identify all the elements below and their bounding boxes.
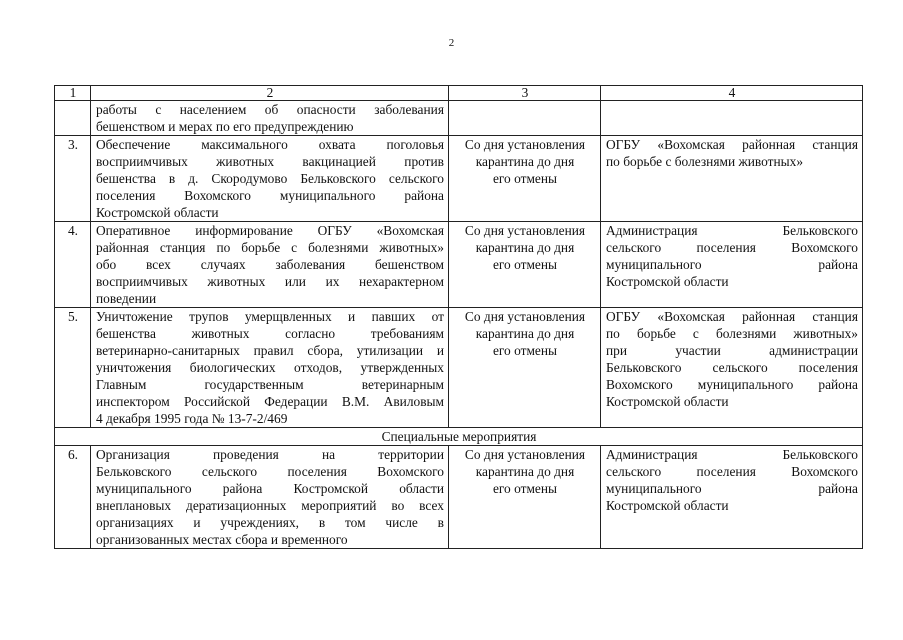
row-number: 5. [55,308,91,428]
table-row [55,101,863,136]
table-row [55,136,863,222]
measure-text-line: районная станция по борьбе с болезнями животных» [96,240,444,255]
measures-table [54,85,863,549]
table-row [55,308,863,428]
measure-text-line: восприимчивых животных или их нехарактерном [96,274,444,289]
measure-text-line: бешенства в д. Скородумово Бельковского сельского [96,171,444,186]
responsible-text-line: муниципального района [606,257,858,272]
measure-text-line: Бельковского сельского поселения Вохомского [96,464,444,479]
responsible-text-line: Костромской области [606,394,729,409]
measure-text-line: Обеспечение максимального охвата поголовья [96,137,444,152]
responsible-cell [601,101,863,136]
responsible-cell [601,308,863,428]
measure-text-line: работы с населением об опасности заболевания [96,102,444,117]
measure-text-line: Оперативное информирование ОГБУ «Вохомская [96,223,444,238]
term-text-line: его отмены [492,171,558,186]
term-cell [449,308,601,428]
responsible-text-line: Костромской области [606,274,729,289]
measure-text-line: обо всех случаях заболевания бешенством [96,257,444,272]
measure-text-line: ветеринарно-санитарных правил сбора, утилизации и [96,343,444,358]
measure-text-line: организованных местах сбора и временного [96,532,348,547]
term-cell [449,446,601,549]
term-cell [449,136,601,222]
term-cell [449,101,601,136]
measure-text-line: поселения Вохомского муниципального района [96,188,444,203]
term-text-line: карантина до дня [475,154,575,169]
term-text-line: его отмены [492,257,558,272]
term-text-line: Со дня установления [464,447,586,462]
measure-text-line: инспектором Российской Федерации В.М. Авиловым [96,394,444,409]
measure-text-line: уничтожения биологических отходов, утвержденных [96,360,444,375]
measure-cell [91,101,449,136]
term-text-line: Со дня установления [464,309,586,324]
responsible-text-line: ОГБУ «Вохомская районная станция [606,309,858,324]
page-number: 2 [448,37,455,49]
term-text-line: его отмены [492,343,558,358]
row-number: 6. [55,446,91,549]
responsible-text-line: Администрация Бельковского [606,447,858,462]
responsible-text-line: муниципального района [606,481,858,496]
term-text-line: карантина до дня [475,464,575,479]
header-cell-col2: 2 [91,86,449,101]
responsible-cell [601,222,863,308]
responsible-text-line: сельского поселения Вохомского [606,240,858,255]
measure-text-line: бешенством и мерах по его предупреждению [96,119,354,134]
measure-text-line: поведении [96,291,157,306]
term-text-line: карантина до дня [475,326,575,341]
measure-text-line: 4 декабря 1995 года № 13-7-2/469 [96,411,288,426]
responsible-text-line: Бельковского сельского поселения [606,360,858,375]
measure-text-line: Уничтожение трупов умерщвленных и павших от [96,309,444,324]
measure-text-line: Костромской области [96,205,219,220]
term-text-line: карантина до дня [475,240,575,255]
term-text-line: Со дня установления [464,137,586,152]
term-text-line: его отмены [492,481,558,496]
measure-text-line: организациях и учреждениях, в том числе в [96,515,444,530]
measure-text-line: бешенства животных согласно требованиям [96,326,444,341]
measure-text-line: Главным государственным ветеринарным [96,377,444,392]
responsible-text-line: Костромской области [606,498,729,513]
section-row [55,428,863,446]
responsible-text-line: по борьбе с болезнями животных» [606,154,804,169]
measure-cell [91,446,449,549]
header-cell-col4: 4 [601,86,863,101]
row-number: 3. [55,136,91,222]
responsible-text-line: Вохомского муниципального района [606,377,858,392]
measure-text-line: восприимчивых животных вакцинацией против [96,154,444,169]
responsible-text-line: ОГБУ «Вохомская районная станция [606,137,858,152]
table-row [55,222,863,308]
table-row [55,446,863,549]
responsible-text-line: Администрация Бельковского [606,223,858,238]
measure-cell [91,136,449,222]
row-number: 4. [55,222,91,308]
header-cell-col1: 1 [55,86,91,101]
table-header-row [55,86,863,101]
responsible-text-line: при участии администрации [606,343,858,358]
header-cell-col3: 3 [449,86,601,101]
responsible-cell [601,446,863,549]
term-text-line: Со дня установления [464,223,586,238]
section-title: Специальные мероприятия [55,428,863,446]
measure-cell [91,308,449,428]
measure-text-line: муниципального района Костромской области [96,481,444,496]
responsible-cell [601,136,863,222]
measure-text-line: внеплановых дератизационных мероприятий во всех [96,498,444,513]
measure-cell [91,222,449,308]
responsible-text-line: сельского поселения Вохомского [606,464,858,479]
term-cell [449,222,601,308]
responsible-text-line: по борьбе с болезнями животных» [606,326,858,341]
row-number [55,101,91,136]
measure-text-line: Организация проведения на территории [96,447,444,462]
